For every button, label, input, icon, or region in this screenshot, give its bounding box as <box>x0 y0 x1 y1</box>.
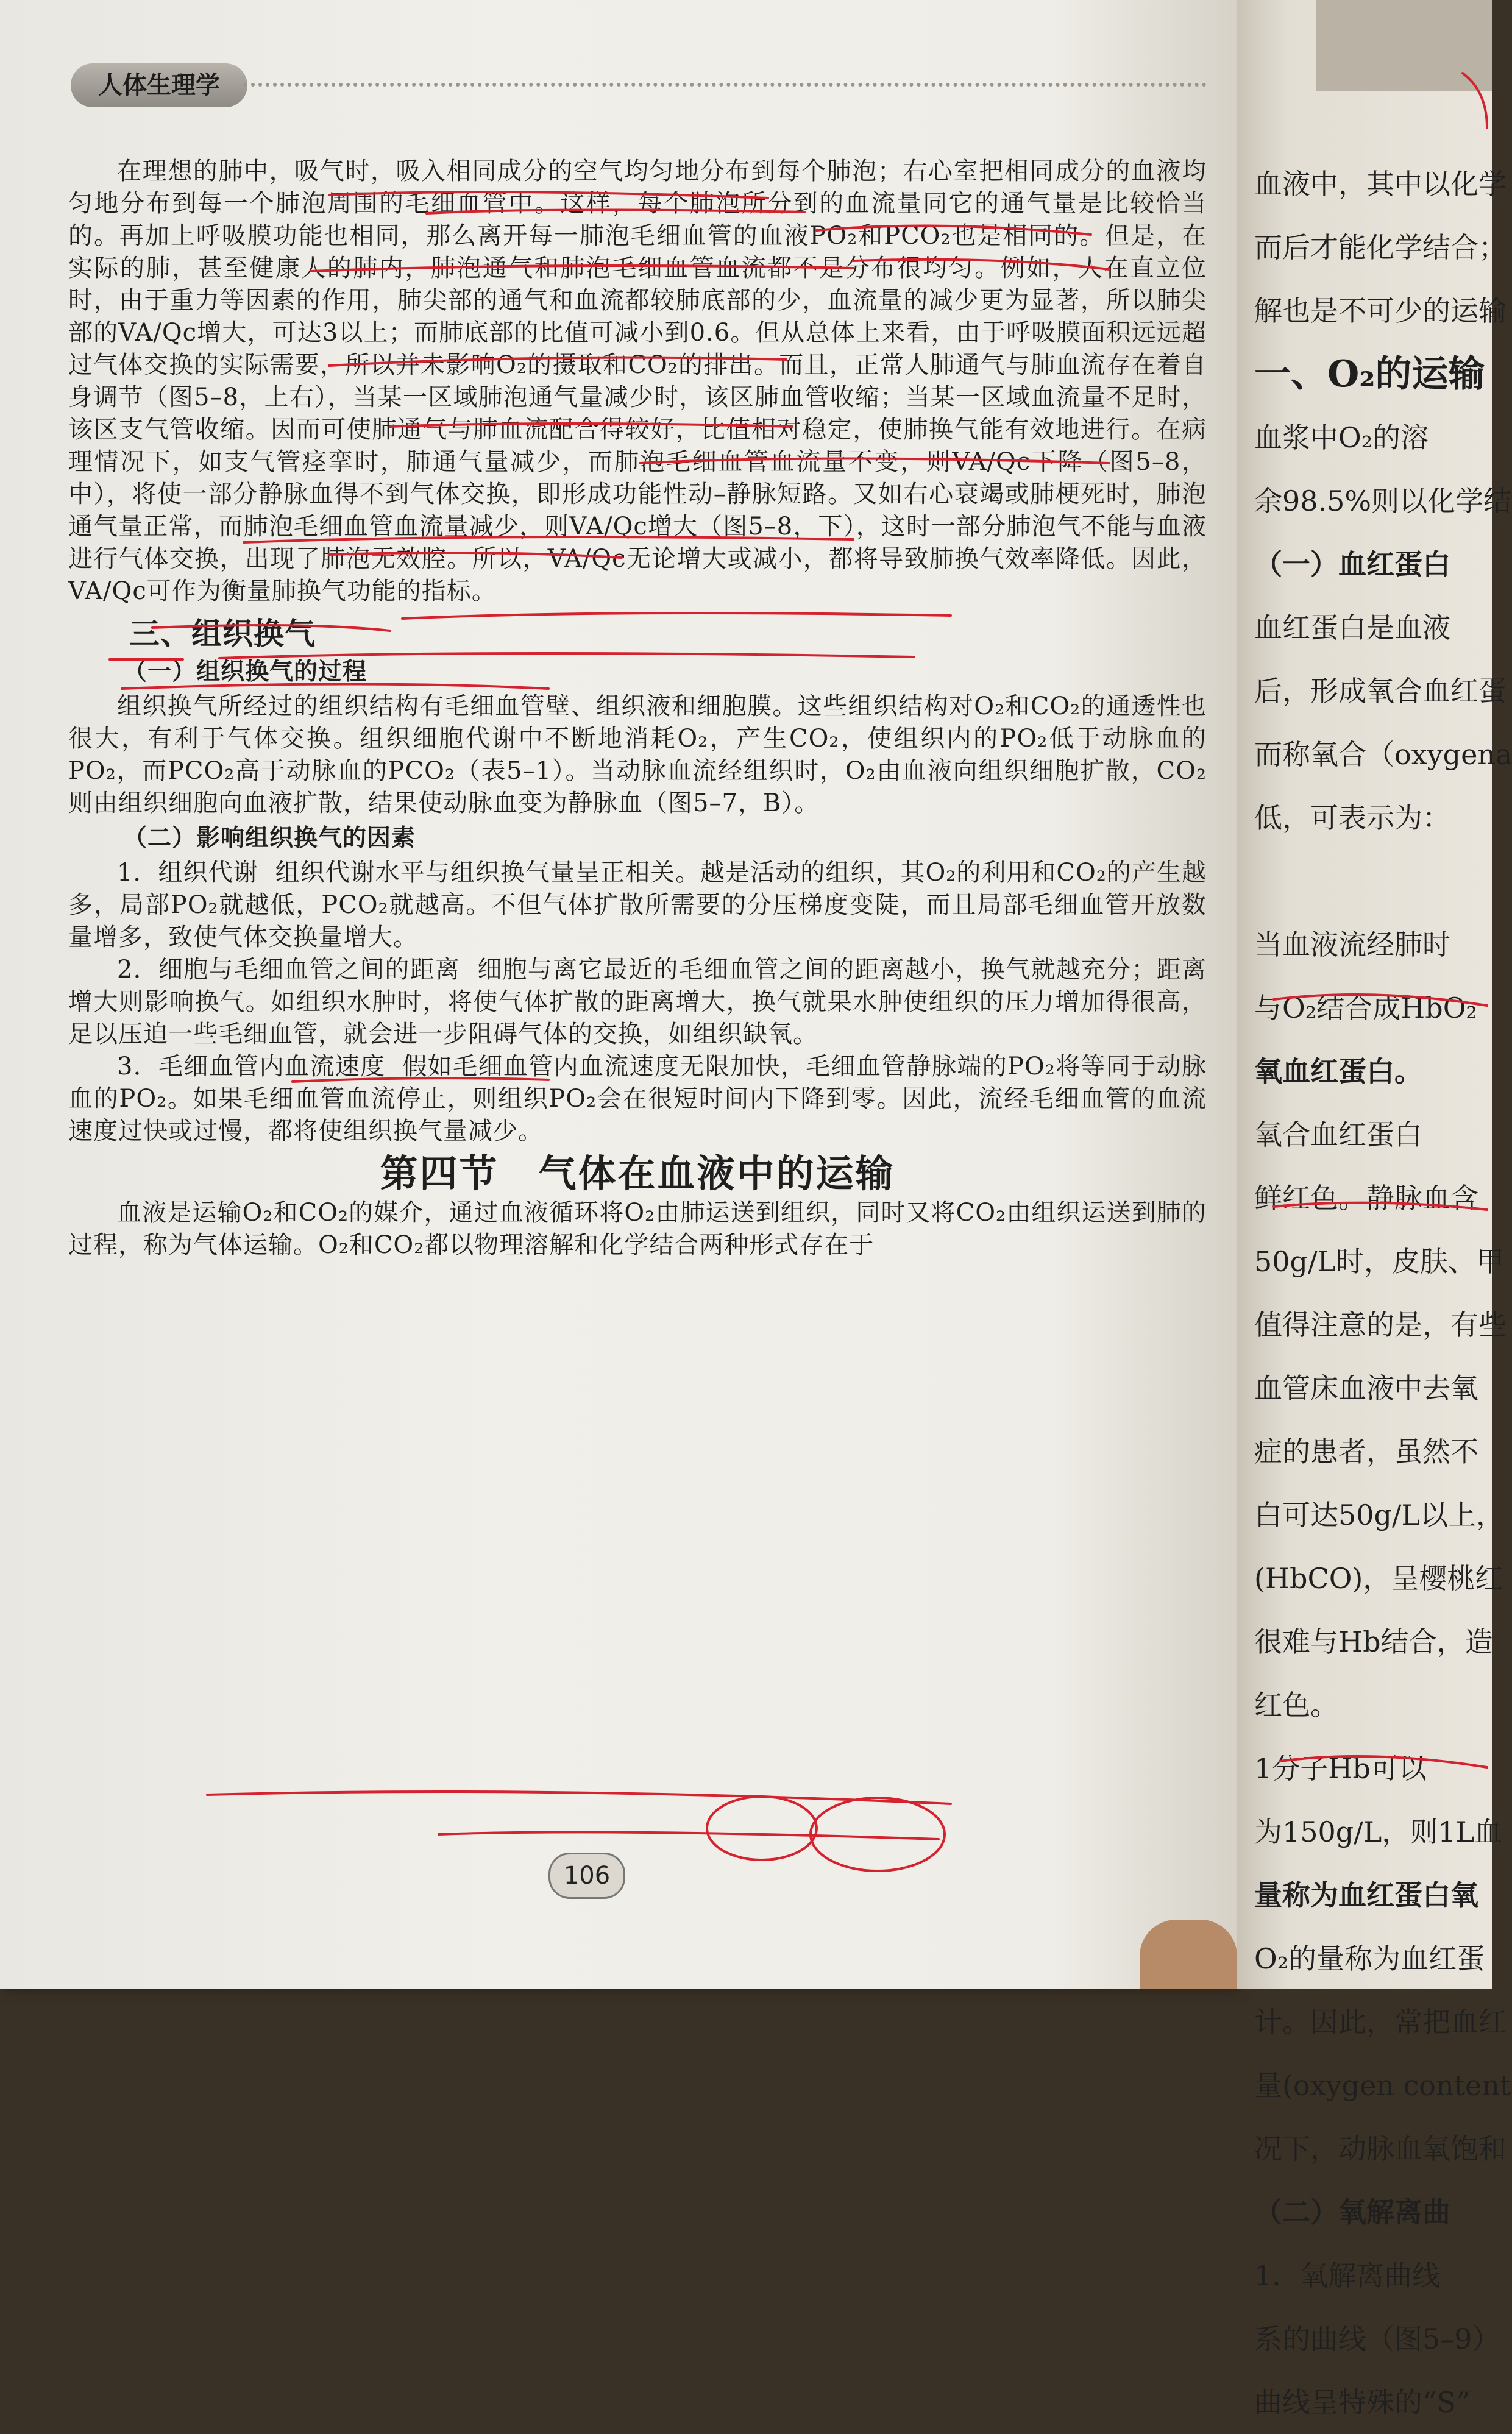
right-line: 量称为血红蛋白氧 <box>1254 1879 1478 1912</box>
header-rule <box>244 83 1207 87</box>
factor-item-1 <box>68 857 1207 954</box>
right-line: 为150g/L，则1L血 <box>1254 1815 1503 1848</box>
right-line: 血红蛋白是血液 <box>1254 611 1450 644</box>
right-line: 50g/L时，皮肤、甲 <box>1254 1245 1505 1278</box>
section3-subheading-2: （二）影响组织换气的因素 <box>123 825 416 852</box>
right-line: 计。因此，常把血红 <box>1254 2006 1507 2038</box>
right-line-heading: 一、O₂的运输 <box>1254 353 1485 396</box>
right-line: 症的患者，虽然不 <box>1254 1435 1478 1468</box>
background-corner <box>1316 0 1492 91</box>
right-line: 当血液流经肺时 <box>1254 928 1450 961</box>
right-line-subheading: （一）血红蛋白 <box>1254 548 1450 581</box>
factor-item-text: 细胞与离它最近的毛细血管之间的距离越小，换气就越充分；距离增大则影响换气。如组织水肿时，将使气体扩散的距离增大，换气就果水肿使组织的压力增加得很高，足以压迫一些毛细血管，就会进一步阻碍气体的交换，如组织缺氧。 <box>68 956 1207 1048</box>
right-line: 氧合血红蛋白 <box>1254 1118 1422 1151</box>
page-number: 106 <box>548 1853 625 1899</box>
right-line: 系的曲线（图5–9） <box>1254 2322 1500 2355</box>
factor-item-title: 3．毛细血管内血流速度 <box>117 1052 386 1080</box>
right-line: 与O₂结合成HbO₂ <box>1254 992 1477 1024</box>
right-line: 氧血红蛋白。 <box>1254 1055 1422 1088</box>
running-header: 人体生理学 <box>71 63 247 107</box>
right-line: 红色。 <box>1254 1689 1338 1722</box>
factor-item-text: 假如毛细血管内血流速度无限加快，毛细血管静脉端的PO₂将等同于动脉血的PO₂。如果毛细血管血流停止，则组织PO₂会在很短时间内下降到零。因此，流经毛细血管的血流速度过快或过慢，都将使组织换气量减少。 <box>68 1052 1207 1145</box>
right-line: 1分子Hb可以 <box>1254 1752 1427 1785</box>
right-line: 曲线呈特殊的“S” <box>1254 2386 1471 2419</box>
factor-item-2 <box>68 954 1207 1051</box>
right-line: 后，形成氧合血红蛋 <box>1254 675 1507 708</box>
factor-item-3 <box>68 1051 1207 1148</box>
factor-item-title: 1．组织代谢 <box>117 859 258 887</box>
factor-item-text: 组织代谢水平与组织换气量呈正相关。越是活动的组织，其O₂的利用和CO₂的产生越多，局部PO₂就越低，PCO₂就越高。不但气体扩散所需要的分压梯度变陡，而且局部毛细血管开放数量增多，致使气体交换量增大。 <box>68 859 1207 951</box>
section3-sub1-paragraph: 组织换气所经过的组织结构有毛细血管壁、组织液和细胞膜。这些组织结构对O₂和CO₂的通透性也很大，有利于气体交换。组织细胞代谢中不断地消耗O₂，产生CO₂，使组织内的PO₂低于动脉血的PO₂，而PCO₂高于动脉血的PCO₂（表5–1）。当动脉血流经组织时，O₂由血液向组织细胞扩散，CO₂则由组织细胞向血液扩散，结果使动脉血变为静脉血（图5–7，B）。 <box>68 692 1207 817</box>
right-line: O₂的量称为血红蛋 <box>1254 1942 1485 1975</box>
right-line: 量(oxygen content <box>1254 2069 1511 2102</box>
section3-subheading-1: （一）组织换气的过程 <box>123 658 367 686</box>
factor-item-title: 2．细胞与毛细血管之间的距离 <box>117 956 461 984</box>
right-line: 况下，动脉血氧饱和 <box>1254 2132 1507 2165</box>
right-line: (HbCO)，呈樱桃红 <box>1254 1562 1503 1595</box>
intro-paragraph: 在理想的肺中，吸气时，吸入相同成分的空气均匀地分布到每个肺泡；右心室把相同成分的血液均匀地分布到每一个肺泡周围的毛细血管中。这样，每个肺泡所分到的血流量同它的通气量是比较恰当的。再加上呼吸膜功能也相同，那么离开每一肺泡毛细血管的血液PO₂和PCO₂也是相同的。但是，在实际的肺，甚至健康人的肺内，肺泡通气和肺泡毛细血管血流都不是分布很均匀。例如，人在直立位时，由于重力等因素的作用，肺尖部的通气和血流都较肺底部的少，血流量的减少更为显著，所以肺尖部的VA/Qc增大，可达3以上；而肺底部的比值可减小到0.6。但从总体上来看，由于呼吸膜面积远远超过气体交换的实际需要，所以并未影响O₂的摄取和CO₂的排出。而且，正常人肺通气与肺血流存在着自身调节（图5–8，上右），当某一区域肺泡通气量减少时，该区肺血管收缩；当某一区域血流量不足时，该区支气管收缩。因而可使肺通气与肺血流配合得较好，比值相对稳定，使肺换气能有效地进行。在病理情况下，如支气管痉挛时，肺通气量减少，而肺泡毛细血管血流量不变，则VA/Qc下降（图5–8，中），将使一部分静脉血得不到气体交换，即形成功能性动–静脉短路。又如右心衰竭或肺梗死时，肺泡通气量正常，而肺泡毛细血管血流量减少，则VA/Qc增大（图5–8，下），这时一部分肺泡气不能与血液进行气体交换，出现了肺泡无效腔。所以，VA/Qc无论增大或减小，都将导致肺换气效率降低。因此，VA/Qc可作为衡量肺换气功能的指标。 <box>68 157 1207 605</box>
right-line: 白可达50g/L以上， <box>1254 1499 1505 1531</box>
right-line <box>1254 850 1486 913</box>
right-line: 血液中，其中以化学 <box>1254 168 1507 200</box>
main-text-block <box>68 155 1207 1261</box>
right-line: 值得注意的是，有些 <box>1254 1308 1507 1341</box>
right-line: 鲜红色。静脉血含 <box>1254 1182 1478 1215</box>
right-line: 低，可表示为： <box>1254 801 1450 834</box>
section4-heading: 第四节 气体在血液中的运输 <box>380 1151 895 1196</box>
right-line: 而称氧合（oxygena <box>1254 738 1512 771</box>
right-line: 血浆中O₂的溶 <box>1254 421 1429 454</box>
right-line: 1．氧解离曲线 <box>1254 2259 1441 2292</box>
section4-paragraph: 血液是运输O₂和CO₂的媒介，通过血液循环将O₂由肺运送到组织，同时又将CO₂由组织运送到肺的过程，称为气体运输。O₂和CO₂都以物理溶解和化学结合两种形式存在于 <box>68 1199 1207 1259</box>
right-line: 解也是不可少的运输 <box>1254 294 1507 327</box>
right-line: 很难与Hb结合，造 <box>1254 1625 1493 1658</box>
right-page-text <box>1254 152 1512 2434</box>
right-line: 余98.5%则以化学结 <box>1254 484 1512 517</box>
finger <box>1140 1920 1237 1989</box>
right-line-subheading: （二）氧解离曲 <box>1254 2196 1450 2229</box>
right-line: 而后才能化学结合； <box>1254 231 1507 264</box>
right-line: 血管床血液中去氧 <box>1254 1372 1478 1405</box>
section3-heading: 三、组织换气 <box>129 616 316 651</box>
